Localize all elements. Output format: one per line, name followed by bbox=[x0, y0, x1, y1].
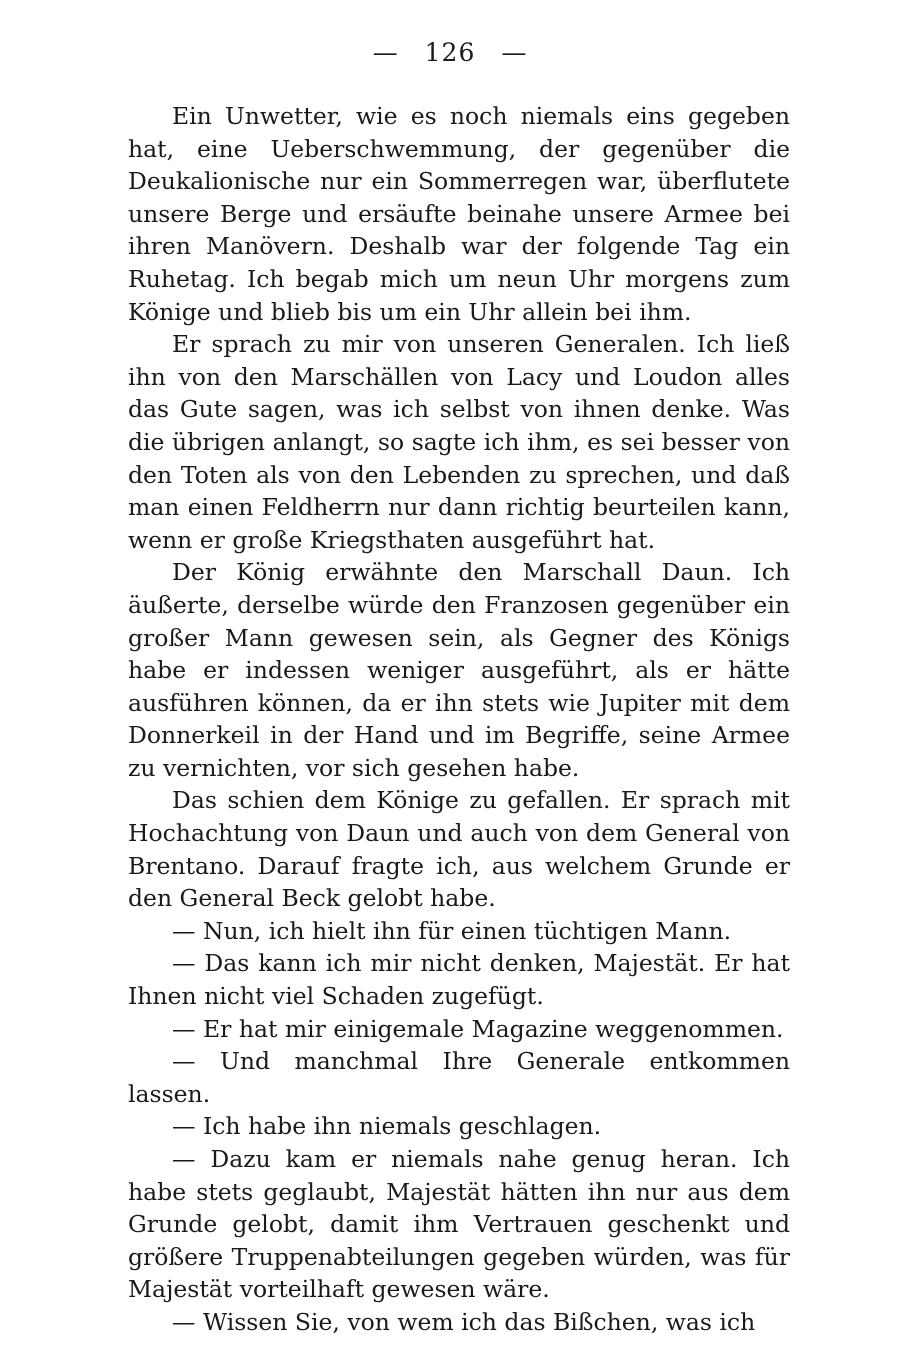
dialog-line: — Ich habe ihn niemals geschlagen. bbox=[172, 1112, 602, 1141]
page-number-dash-right: — bbox=[501, 38, 528, 67]
dialog-line: — Wissen Sie, von wem ich das Bißchen, was ich bbox=[172, 1307, 756, 1336]
dialog-line: — Er hat mir einigemale Magazine weggenommen. bbox=[172, 1014, 784, 1043]
dialog-line: — Dazu kam er niemals nahe genug heran. Ich habe stets geglaubt, Majestät hätten ihn nur aus dem Grunde gelobt, damit ihm Vertrauen geschenkt und größere Truppenabteilungen gegeben würden, was für Majestät vorteilhaft gewesen wäre. bbox=[128, 1145, 790, 1304]
paragraph: Ein Unwetter, wie es noch niemals eins gegeben hat, eine Ueberschwemmung, der gegenüber die Deukalionische nur ein Sommerregen war, überflutete unsere Berge und ersäufte beinahe unsere Armee bei ihren Manövern. Deshalb war der folgende Tag ein Ruhetag. Ich begab mich um neun Uhr morgens zum Könige und blieb bis um ein Uhr allein bei ihm. bbox=[128, 102, 790, 326]
page-number-dash-left: — bbox=[372, 38, 399, 67]
dialog-line: — Nun, ich hielt ihn für einen tüchtigen Mann. bbox=[172, 916, 732, 945]
paragraph: Er sprach zu mir von unseren Generalen. Ich ließ ihn von den Marschällen von Lacy und Loudon alles das Gute sagen, was ich selbst von ihnen denke. Was die übrigen anlangt, so sagte ich ihm, es sei besser von den Toten als von den Lebenden zu sprechen, und daß man einen Feldherrn nur dann richtig beurteilen kann, wenn er große Kriegsthaten ausgeführt hat. bbox=[128, 330, 790, 554]
page-number: 126 bbox=[424, 38, 476, 67]
body-text bbox=[128, 100, 790, 1339]
paragraph: Das schien dem Könige zu gefallen. Er sprach mit Hochachtung von Daun und auch von dem General von Brentano. Darauf fragte ich, aus welchem Grunde er den General Beck gelobt habe. bbox=[128, 786, 790, 913]
page-header bbox=[0, 38, 900, 67]
dialog-line: — Das kann ich mir nicht denken, Majestät. Er hat Ihnen nicht viel Schaden zugefügt. bbox=[128, 949, 790, 1011]
dialog-line: — Und manchmal Ihre Generale entkommen lassen. bbox=[128, 1047, 790, 1108]
paragraph: Der König erwähnte den Marschall Daun. Ich äußerte, derselbe würde den Franzosen gegenüber ein großer Mann gewesen sein, als Gegner des Königs habe er indessen weniger ausgeführt, als er hätte ausführen können, da er ihn stets wie Jupiter mit dem Donnerkeil in der Hand und im Begriffe, seine Armee zu vernichten, vor sich gesehen habe. bbox=[128, 558, 790, 782]
